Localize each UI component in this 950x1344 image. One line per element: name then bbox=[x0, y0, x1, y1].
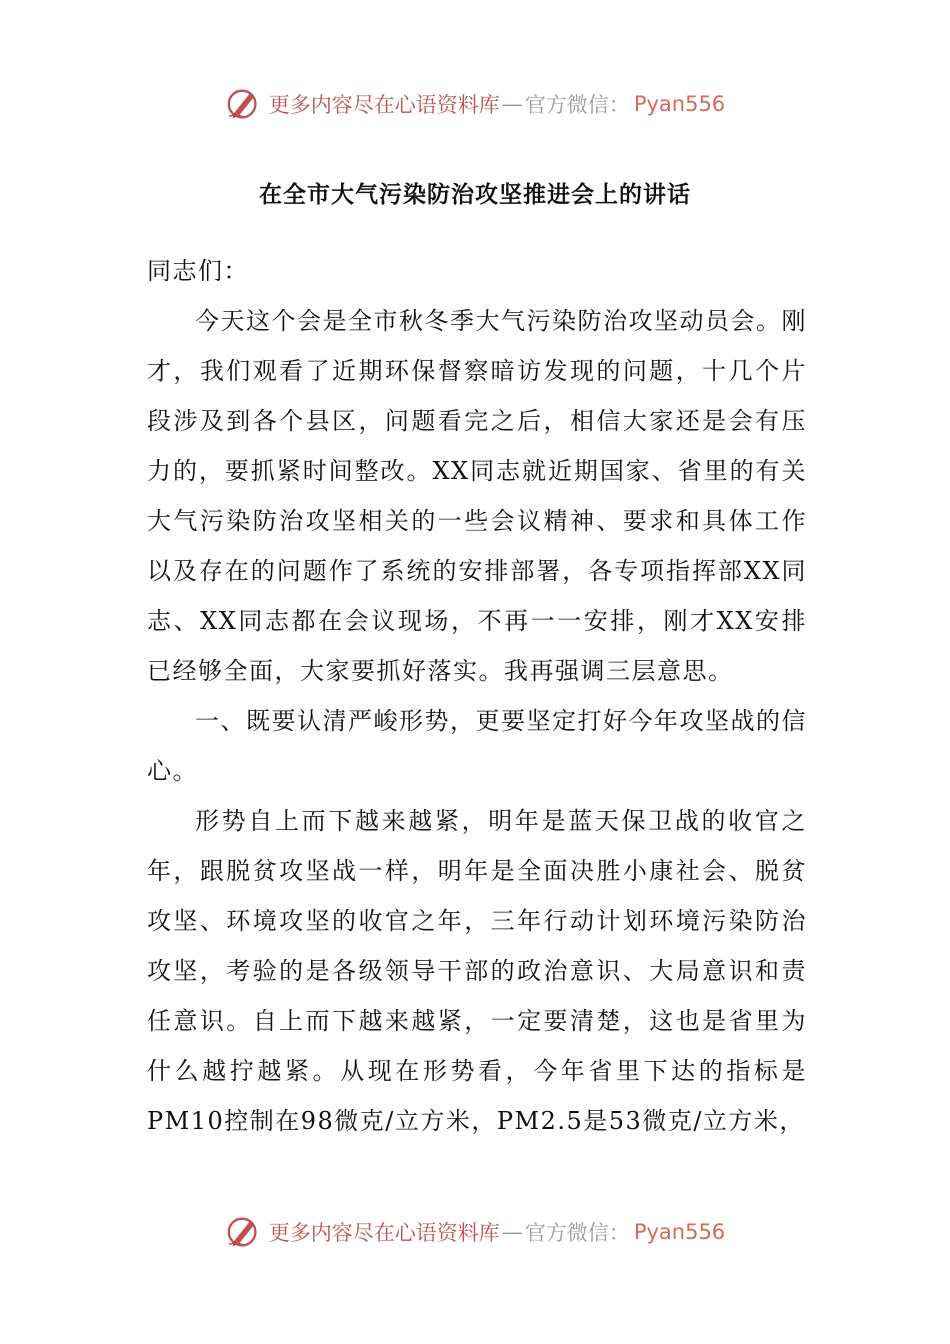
pen-logo-icon bbox=[225, 85, 263, 123]
document-title: 在全市大气污染防治攻坚推进会上的讲话 bbox=[259, 182, 691, 208]
banner-brand-text: 更多内容尽在心语资料库 bbox=[268, 1221, 500, 1245]
banner-wechat-label: 官方微信： bbox=[524, 93, 630, 117]
paragraph-2: 形势自上而下越来越紧，明年是蓝天保卫战的收官之年，跟脱贫攻坚战一样，明年是全面决胜小康社会、脱贫攻坚、环境攻坚的收官之年，三年行动计划环境污染防治攻坚，考验的是各级领导干部的政治意识、大局意识和责任意识。自上而下越来越紧，一定要清楚，这也是省里为什么越拧越紧。从现在形势看，今年省里下达的指标是PM10控制在98微克/立方米，PM2.5是53微克/立方米， bbox=[147, 807, 807, 1135]
banner-wechat-id: Pyan556 bbox=[633, 92, 726, 116]
banner-wechat-id: Pyan556 bbox=[633, 1220, 726, 1244]
banner-wechat-label: 官方微信： bbox=[524, 1221, 630, 1245]
banner-brand-text: 更多内容尽在心语资料库 bbox=[268, 93, 500, 117]
salutation: 同志们： bbox=[147, 257, 249, 285]
section-heading-1: 一、既要认清严峻形势，更要坚定打好今年攻坚战的信心。 bbox=[147, 707, 807, 785]
footer-banner bbox=[0, 1210, 950, 1254]
paragraph-1: 今天这个会是全市秋冬季大气污染防治攻坚动员会。刚才，我们观看了近期环保督察暗访发现的问题，十几个片段涉及到各个县区，问题看完之后，相信大家还是会有压力的，要抓紧时间整改。XX同志就近期国家、省里的有关大气污染防治攻坚相关的一些会议精神、要求和具体工作以及存在的问题作了系统的安排部署，各专项指挥部XX同志、XX同志都在会议现场，不再一一安排，刚才XX安排已经够全面，大家要抓好落实。我再强调三层意思。 bbox=[147, 307, 807, 685]
document-body bbox=[147, 246, 807, 1146]
banner-separator: — bbox=[501, 1220, 523, 1244]
header-banner bbox=[0, 82, 950, 126]
banner-separator: — bbox=[501, 92, 523, 116]
pen-logo-icon bbox=[225, 1213, 263, 1251]
